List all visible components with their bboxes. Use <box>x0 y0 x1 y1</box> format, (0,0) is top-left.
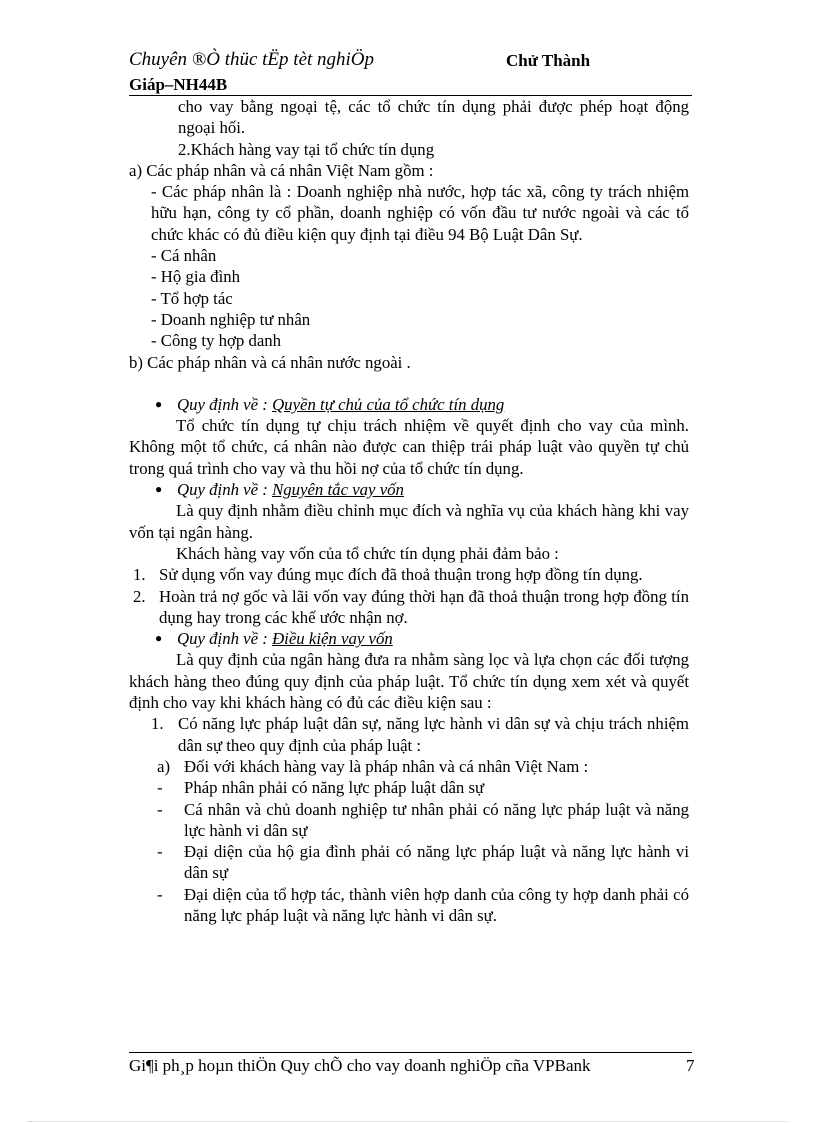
paragraph: cho vay bằng ngoại tệ, các tổ chức tín dụng phải được phép hoạt động ngoại hối. <box>178 97 689 138</box>
paragraph: Khách hàng vay vốn của tổ chức tín dụng phải đảm bảo : <box>176 543 559 563</box>
dash-item <box>129 777 689 798</box>
page-number: 7 <box>686 1056 695 1075</box>
section-heading: 2.Khách hàng vay tại tổ chức tín dụng <box>178 139 435 159</box>
bullet-title: Điều kiện vay vốn <box>272 629 393 649</box>
list-item: - Cá nhân <box>151 246 217 266</box>
item-text: Pháp nhân phải có năng lực pháp luật dân sự <box>184 778 485 798</box>
lettered-item <box>129 756 689 777</box>
paragraph: Là quy định nhằm điều chỉnh mục đích và nghĩa vụ của khách hàng khi vay vốn tại ngân hàng. <box>129 501 689 542</box>
header-author: Chử Thành <box>506 51 591 70</box>
numbered-item <box>129 586 689 629</box>
paragraph: b) Các pháp nhân và cá nhân nước ngoài . <box>129 352 411 372</box>
bullet-prefix: Quy định về : <box>177 629 273 649</box>
bullet-title: Quyền tự chủ của tổ chức tín dụng <box>272 394 505 414</box>
item-number: 1. <box>133 565 146 585</box>
page-edge-dots <box>28 1121 788 1122</box>
footer-title: Gi¶i ph¸p hoµn thiÖn Quy chÕ cho vay doanh nghiÖp cña VPBank <box>129 1056 591 1075</box>
bullet-icon: ● <box>155 482 163 497</box>
bullet-heading <box>129 479 689 500</box>
bullet-icon: ● <box>155 396 163 411</box>
item-number: 2. <box>133 586 146 606</box>
header-title: Chuyên ®Ò thüc tËp tèt nghiÖp <box>129 49 375 70</box>
bullet-icon: ● <box>155 631 163 646</box>
paragraph: Là quy định của ngân hàng đưa ra nhằm sàng lọc và lựa chọn các đối tượng khách hàng theo đúng quy định của pháp luật. Tổ chức tín dụng xem xét và quyết định cho vay khi khách hàng có đủ các điều kiện sau : <box>129 650 689 713</box>
item-text: Cá nhân và chủ doanh nghiệp tư nhân phải có năng lực pháp luật và năng lực hành vi dân sự <box>184 799 689 840</box>
item-text: Sử dụng vốn vay đúng mục đích đã thoả thuận trong hợp đồng tín dụng. <box>159 565 643 585</box>
spacer <box>129 373 689 394</box>
item-text: Đối với khách hàng vay là pháp nhân và cá nhân Việt Nam : <box>184 756 589 776</box>
numbered-item <box>129 564 689 585</box>
dash-item <box>129 841 689 884</box>
bullet-heading <box>129 394 689 415</box>
item-number: 1. <box>151 714 164 734</box>
bullet-title: Nguyên tắc vay vốn <box>272 480 404 500</box>
dash-item <box>129 884 689 927</box>
dash-marker: - <box>157 778 163 798</box>
paragraph: Tổ chức tín dụng tự chịu trách nhiệm về quyết định cho vay của mình. Không một tổ chức, cá nhân nào được can thiệp trái pháp luật vào quyền tự chủ trong quá trình cho vay và thu hồi nợ của tổ chức tín dụng. <box>129 416 689 478</box>
bullet-heading <box>129 628 689 649</box>
item-text: Đại diện của hộ gia đình phải có năng lực pháp luật và năng lực hành vi dân sự <box>184 842 689 883</box>
item-text: Hoàn trả nợ gốc và lãi vốn vay đúng thời hạn đã thoả thuận trong hợp đồng tín dụng hay trong các khế ước nhận nợ. <box>159 586 689 627</box>
list-item: - Hộ gia đình <box>151 267 241 287</box>
header-subtitle: Giáp–NH44B <box>129 75 228 94</box>
list-item: - Công ty hợp danh <box>151 331 282 351</box>
dash-marker: - <box>157 884 163 904</box>
list-item: - Doanh nghiệp tư nhân <box>151 309 311 329</box>
dash-marker: - <box>157 842 163 862</box>
item-text: Có năng lực pháp luật dân sự, năng lực hành vi dân sự và chịu trách nhiệm dân sự theo quy định của pháp luật : <box>178 714 689 755</box>
dash-marker: - <box>157 799 163 819</box>
footer-rule <box>129 1052 692 1053</box>
paragraph: a) Các pháp nhân và cá nhân Việt Nam gồm : <box>129 160 434 180</box>
bullet-prefix: Quy định về : <box>177 394 273 414</box>
item-text: Đại diện của tổ hợp tác, thành viên hợp danh của công ty hợp danh phải có năng lực pháp luật và năng lực hành vi dân sự. <box>184 884 689 925</box>
bullet-prefix: Quy định về : <box>177 480 273 500</box>
paragraph: - Các pháp nhân là : Doanh nghiệp nhà nước, hợp tác xã, công ty trách nhiệm hữu hạn, công ty cổ phần, doanh nghiệp có vốn đầu tư nước ngoài và các tổ chức khác có đủ điều kiện quy định tại điều 94 Bộ Luật Dân Sự. <box>151 182 689 244</box>
dash-item <box>129 799 689 842</box>
document-body <box>129 96 689 926</box>
list-item: - Tổ hợp tác <box>151 288 233 308</box>
numbered-item <box>129 713 689 756</box>
item-letter: a) <box>157 756 171 776</box>
